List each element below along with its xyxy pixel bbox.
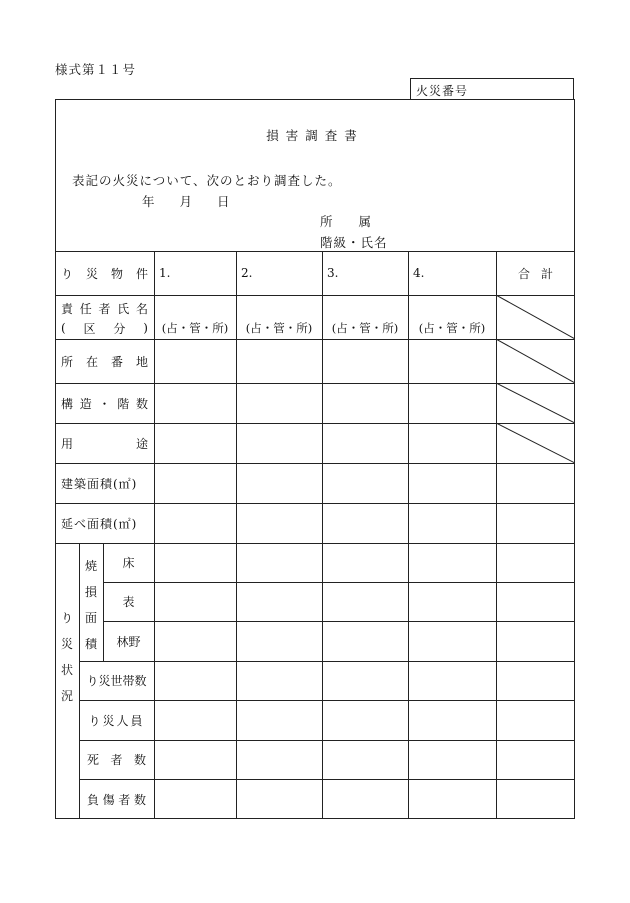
occupant-choice-col-3[interactable]: (占・管・所) — [331, 321, 399, 335]
location-label: 所 在 番 地 — [61, 354, 148, 369]
injured-label: 負 傷 者 数 — [87, 792, 146, 807]
occupant-choice-col-2[interactable]: (占・管・所) — [245, 321, 313, 335]
responsible-party-label: 責 任 者 氏 名 — [61, 301, 148, 316]
structure-floors-label: 構 造 ・ 階 数 — [61, 396, 148, 411]
usage-label: 用 途 — [61, 436, 148, 451]
survey-date[interactable] — [142, 192, 248, 210]
intro-text: 表記の火災について、次のとおり調査した。 — [72, 173, 342, 188]
date-year: 年 — [142, 194, 155, 209]
date-day: 日 — [217, 194, 230, 209]
burned-area-group-label: 焼 損 面 積 — [84, 559, 97, 651]
document-title: 損害調査書 — [266, 128, 364, 143]
disaster-status-group-label: り 災 状 況 — [60, 611, 73, 703]
forest-area-label: 林野 — [116, 634, 141, 649]
column-4-header: 4. — [413, 266, 425, 280]
total-header: 合 計 — [518, 266, 553, 281]
divider — [103, 582, 575, 583]
occupant-choice-col-4[interactable]: (占・管・所) — [418, 321, 486, 335]
floor-area-label: 床 — [122, 556, 135, 570]
property-label: り 災 物 件 — [61, 266, 148, 281]
fire-number-label: 火災番号 — [416, 84, 469, 98]
divider — [103, 621, 575, 622]
form-number-label: 様式第１１号 — [55, 62, 137, 77]
department-field[interactable]: 所属 — [320, 214, 398, 229]
date-month: 月 — [179, 194, 193, 209]
rank-name-field[interactable]: 階級・氏名 — [320, 235, 388, 250]
total-floor-area-label: 延べ面積(㎡) — [61, 516, 138, 531]
surface-area-label: 表 — [122, 595, 135, 609]
deaths-label: 死 者 数 — [87, 753, 146, 767]
column-3-header: 3. — [327, 266, 339, 280]
column-1-header: 1. — [159, 266, 171, 280]
column-2-header: 2. — [241, 266, 253, 280]
total-diagonal-slash — [496, 295, 575, 463]
affected-households-label: り災世帯数 — [86, 674, 147, 688]
affected-persons-label: り災人員 — [88, 713, 145, 728]
occupant-choice-col-1[interactable]: (占・管・所) — [161, 321, 229, 335]
building-area-label: 建築面積(㎡) — [61, 476, 138, 491]
responsible-party-category-label: ( 区 分 ) — [61, 321, 148, 336]
